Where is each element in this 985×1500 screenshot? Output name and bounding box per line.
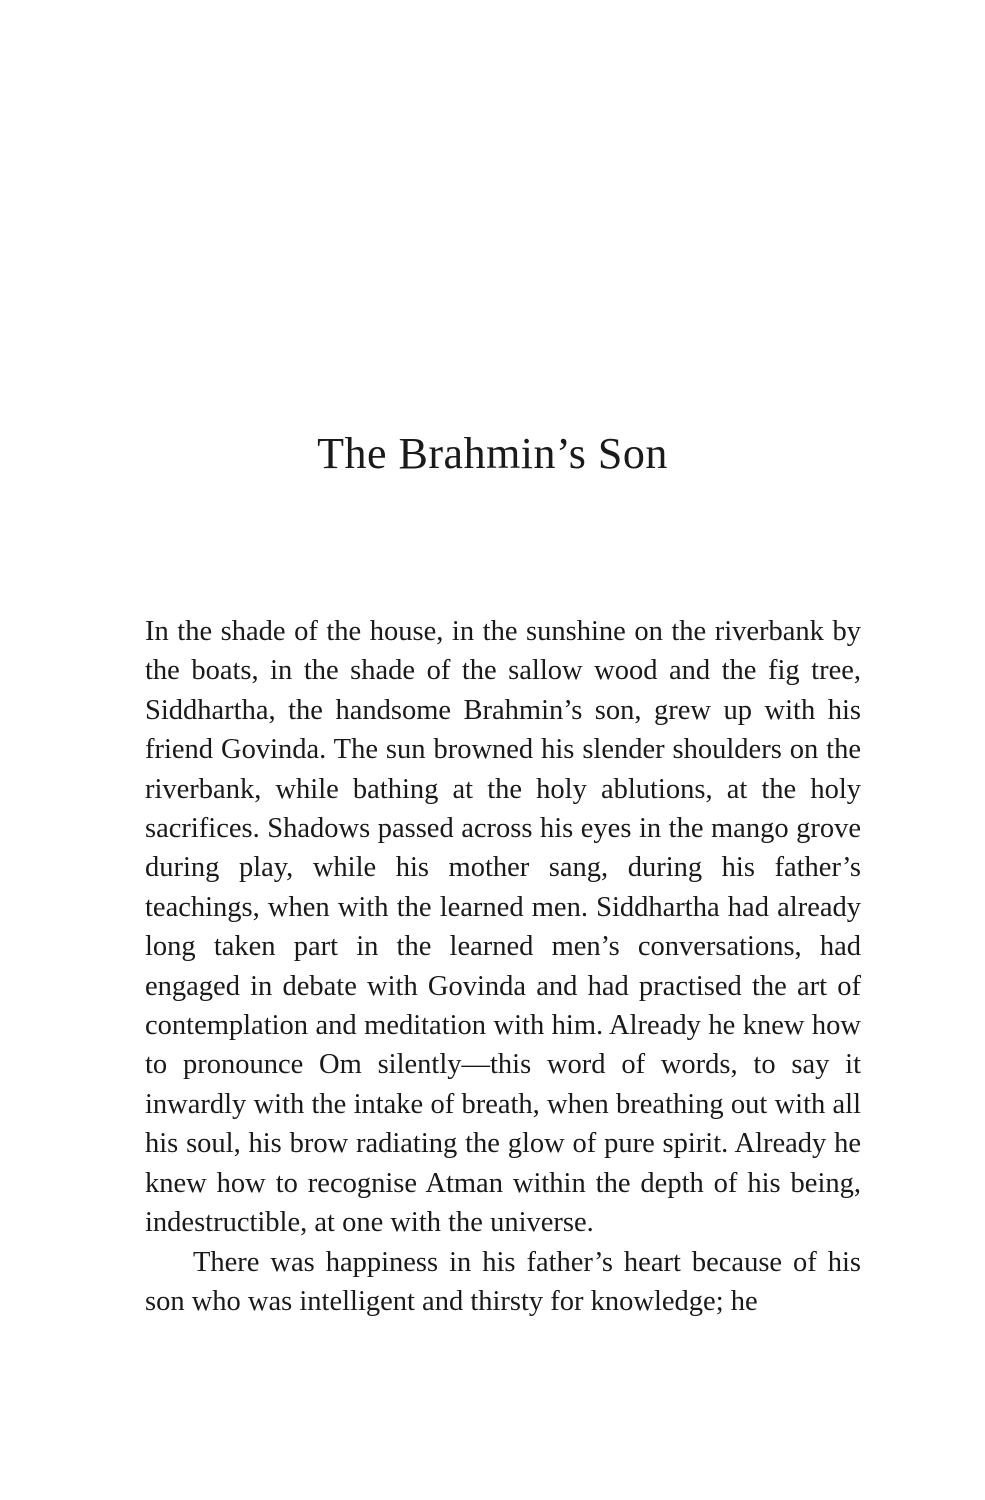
paragraph-1: In the shade of the house, in the sunshine on the riverbank by the boats, in the shade of the sallow wood and the fig tree, Siddhartha, the handsome Brahmin’s son, grew up with his friend Govinda. The sun browned his slender shoulders on the riverbank, while bathing at the holy ablutions, at the holy sacrifices. Shadows passed across his eyes in the mango grove during play, while his mother sang, during his father’s teachings, when with the learned men. Siddhartha had already long taken part in the learned men’s conversations, had engaged in debate with Govinda and had practised the art of contemplation and meditation with him. Already he knew how to pronounce Om silently—this word of words, to say it inwardly with the intake of breath, when breathing out with all his soul, his brow radiating the glow of pure spirit. Already he knew how to recognise Atman within the depth of his being, indestructible, at one with the universe.: [145, 616, 861, 1239]
chapter-title: The Brahmin’s Son: [317, 429, 668, 478]
chapter-body: [145, 612, 861, 1321]
paragraph-2: There was happiness in his father’s heart because of his son who was intelligent and thirsty for knowledge; he: [145, 1246, 861, 1317]
